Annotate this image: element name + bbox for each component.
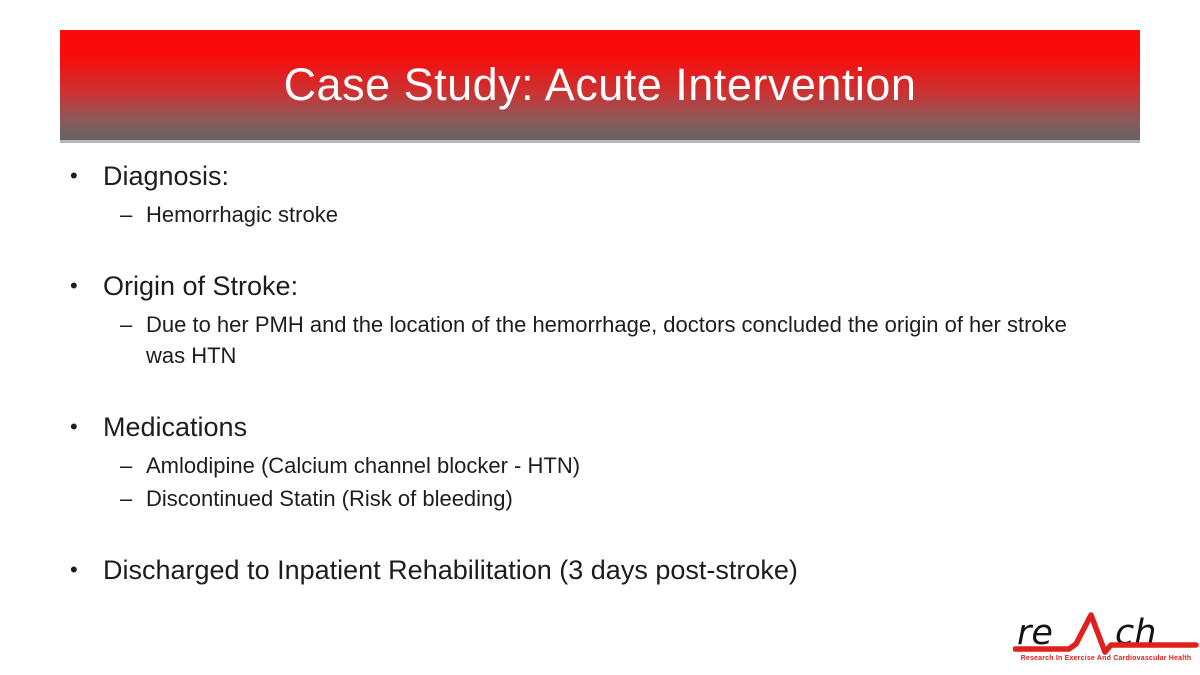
sub-bullet-marker: –	[120, 312, 133, 337]
bullet-label: Medications	[103, 412, 248, 442]
bullet-item	[60, 552, 1140, 588]
bullet-group	[60, 158, 1140, 230]
bullet-label: Origin of Stroke:	[103, 271, 299, 301]
logo-word-right: ch	[1115, 613, 1157, 653]
bullet-group	[60, 409, 1140, 514]
bullet-list	[60, 158, 1140, 626]
bullet-group	[60, 268, 1140, 371]
sub-bullet-text: Amlodipine (Calcium channel blocker - HTN)	[146, 453, 581, 478]
reach-logo-graphic	[1013, 611, 1199, 655]
bullet-marker: •	[70, 557, 78, 582]
bullet-item	[60, 158, 1140, 194]
sub-bullet-item	[120, 309, 1140, 371]
logo-word-left: re	[1017, 613, 1053, 653]
sub-bullet-item	[120, 199, 1140, 230]
sub-bullet-marker: –	[120, 202, 133, 227]
bullet-marker: •	[70, 163, 78, 188]
sub-bullet-text: Discontinued Statin (Risk of bleeding)	[146, 486, 513, 511]
bullet-marker: •	[70, 414, 78, 439]
bullet-item	[60, 409, 1140, 445]
logo-tagline: Research In Exercise And Cardiovascular Health	[1020, 655, 1192, 662]
bullet-label: Diagnosis:	[103, 161, 230, 191]
slide-title: Case Study: Acute Intervention	[283, 59, 917, 110]
sub-bullet-marker: –	[120, 486, 133, 511]
title-banner	[60, 30, 1140, 143]
sub-bullet-text: Due to her PMH and the location of the hemorrhage, doctors concluded the origin of her stroke was HTN	[146, 312, 1067, 368]
bullet-label: Discharged to Inpatient Rehabilitation (3 days post-stroke)	[103, 555, 798, 585]
sub-bullet-marker: –	[120, 453, 133, 478]
sub-bullet-item	[120, 483, 1140, 514]
reach-logo	[1013, 611, 1199, 669]
bullet-group	[60, 552, 1140, 588]
sub-bullet-item	[120, 450, 1140, 481]
bullet-item	[60, 268, 1140, 304]
sub-bullet-text: Hemorrhagic stroke	[146, 202, 338, 227]
bullet-marker: •	[70, 273, 78, 298]
